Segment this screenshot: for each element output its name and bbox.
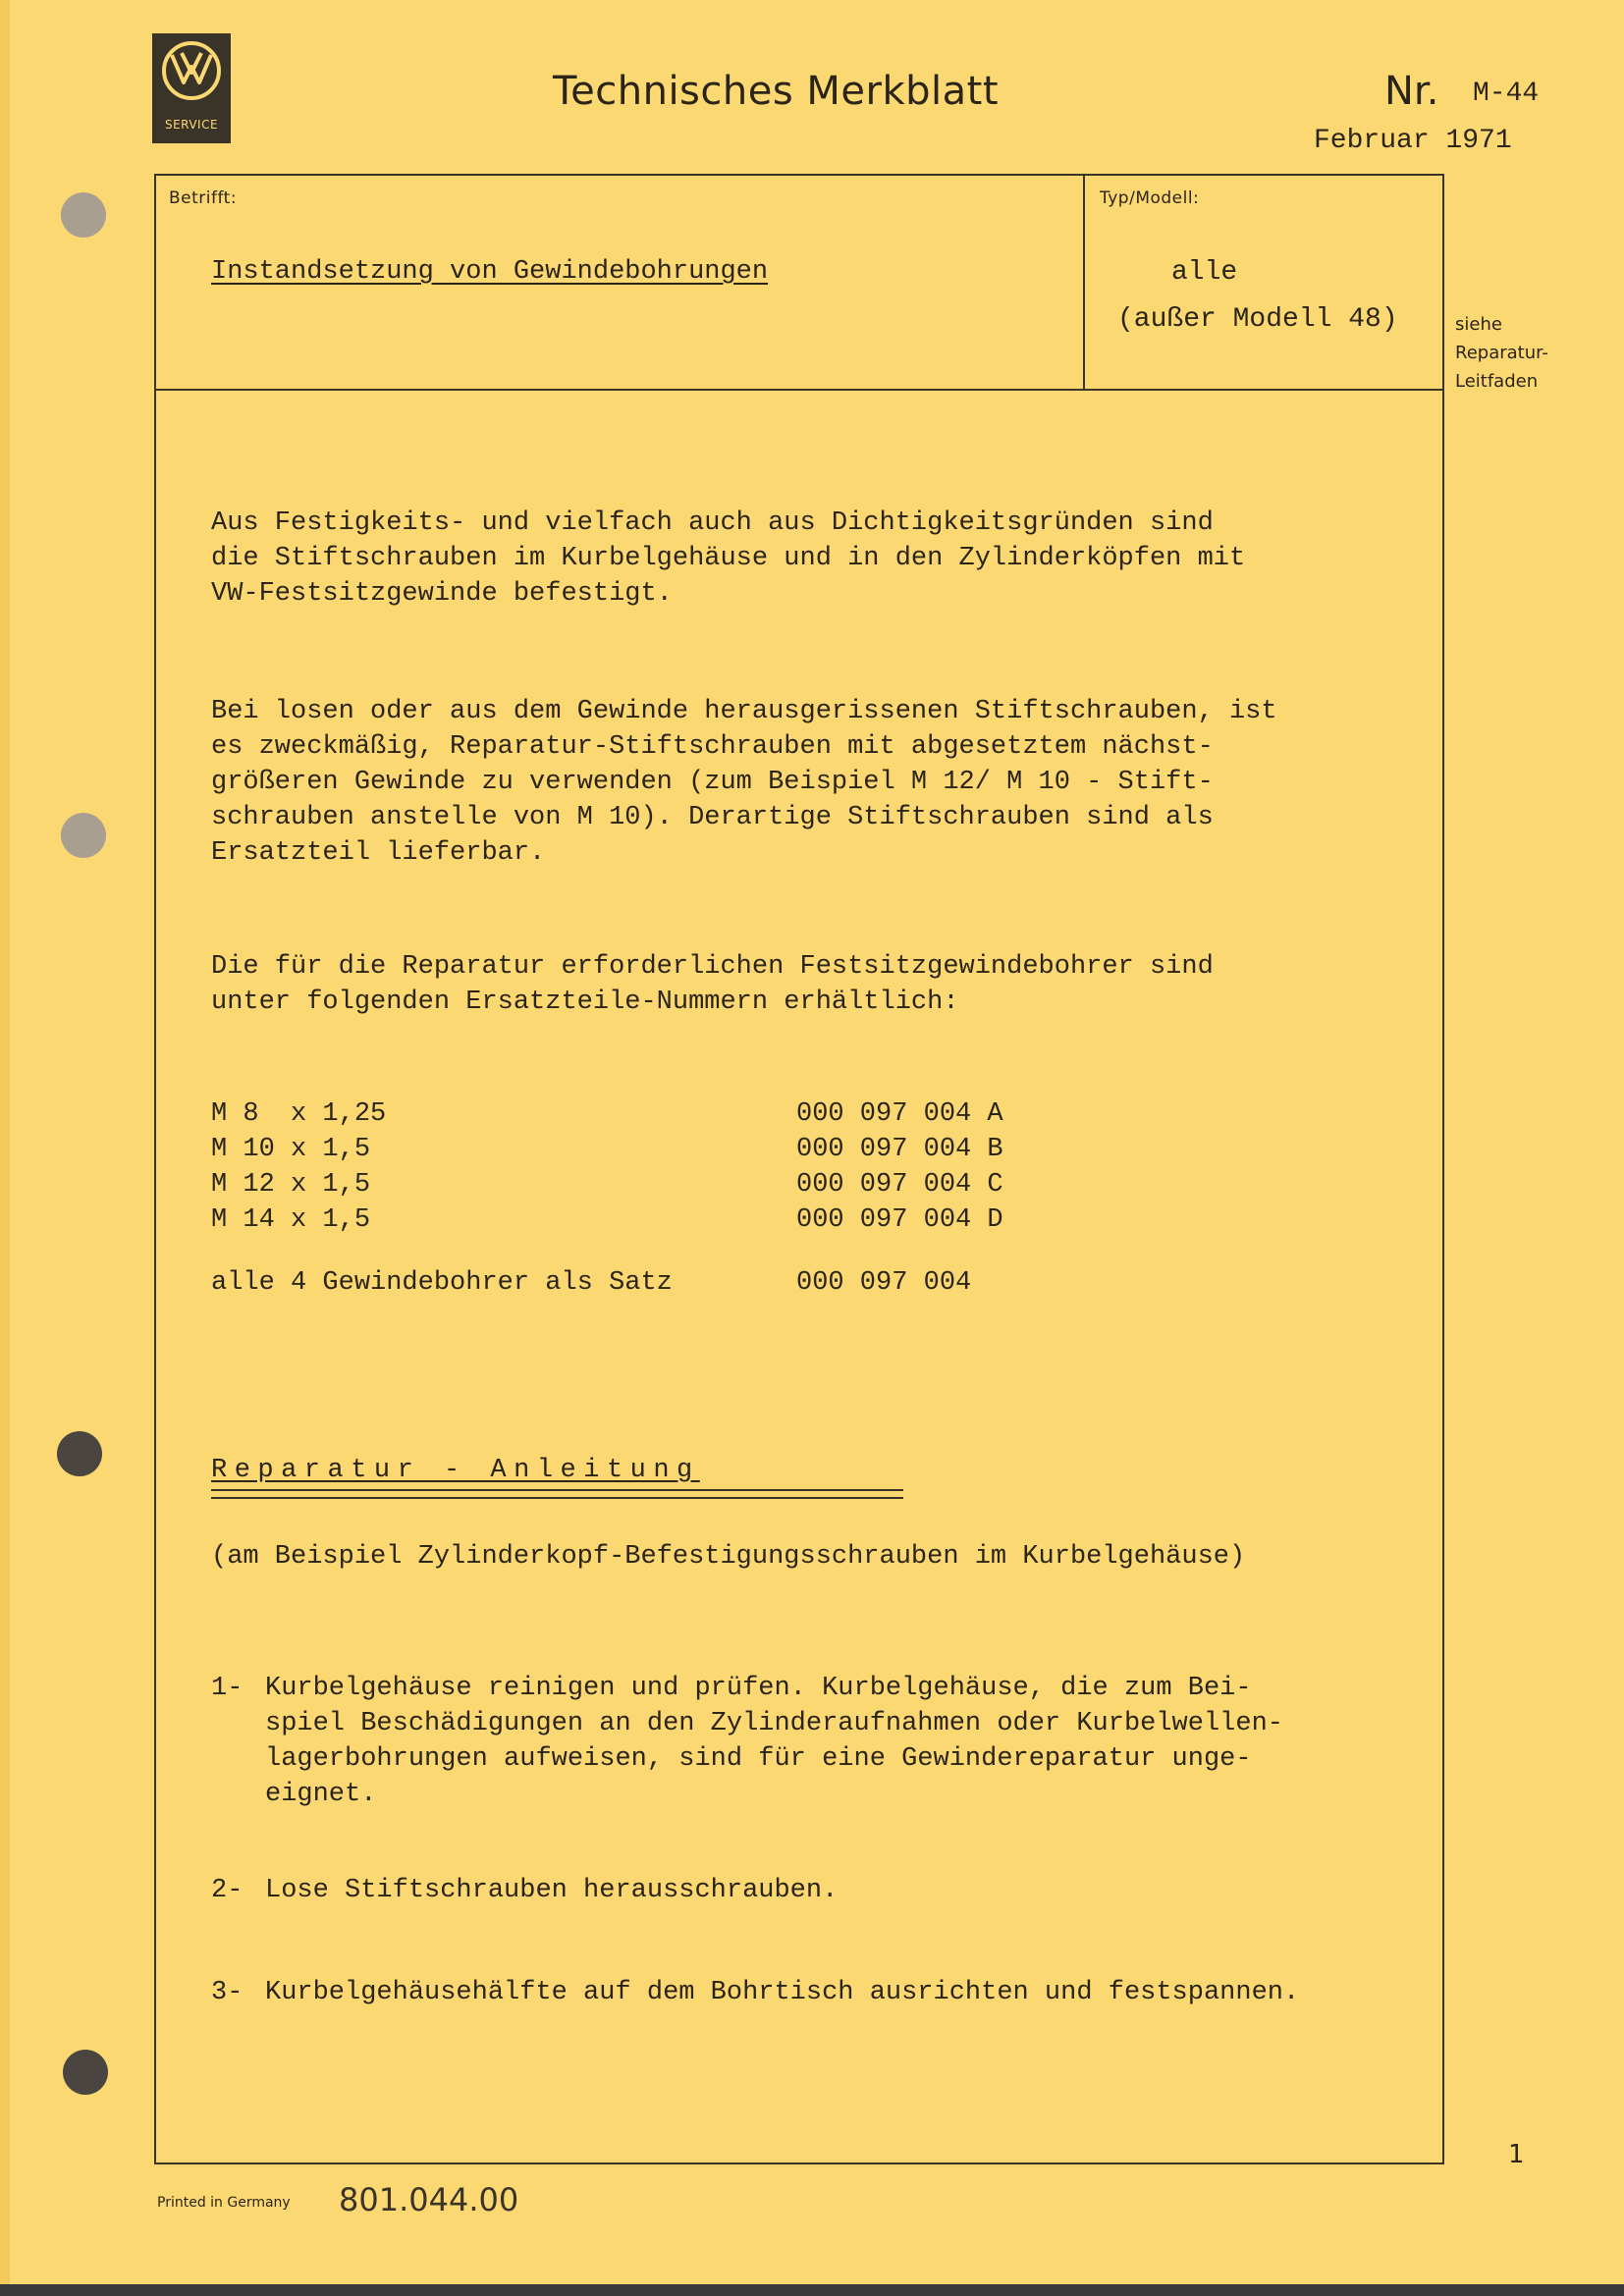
siehe-line: siehe xyxy=(1455,314,1502,335)
punch-hole xyxy=(63,2050,108,2095)
paragraph-intro: Aus Festigkeits- und vielfach auch aus Dichtigkeitsgründen sind die Stiftschrauben im Kurbelgehäuse und in den Zylinderköpfen mit VW-Festsitzgewinde befestigt. xyxy=(211,508,1246,609)
parts-set-number: 000 097 004 xyxy=(796,1268,972,1298)
part-number: 000 097 004 C xyxy=(796,1170,1003,1200)
header-divider xyxy=(154,389,1442,391)
part-number: 000 097 004 D xyxy=(796,1205,1003,1235)
siehe-line: Reparatur- xyxy=(1455,343,1548,363)
step-number: 2- xyxy=(211,1876,244,1905)
paragraph-repair-studs: Bei losen oder aus dem Gewinde herausgerissenen Stiftschrauben, ist es zweckmäßig, Reparatur-Stiftschrauben mit abgesetztem nächst- größeren Gewinde zu verwenden (zum Beispiel M 12/ M 10 - Stift- schrauben anstelle von M 10). Derartige Stiftschrauben sind als Ersatzteil lieferbar. xyxy=(211,697,1277,868)
footer-doc-number: 801.044.00 xyxy=(339,2181,519,2218)
part-number: 000 097 004 A xyxy=(796,1099,1003,1129)
typ-modell-label: Typ/Modell: xyxy=(1100,188,1200,208)
thread-size: M 12 x 1,5 xyxy=(211,1170,371,1200)
step-text: Kurbelgehäusehälfte auf dem Bohrtisch ausrichten und festspannen. xyxy=(265,1978,1300,2007)
step-text: Lose Stiftschrauben herausschrauben. xyxy=(265,1876,839,1905)
section-subtitle: (am Beispiel Zylinderkopf-Befestigungsschrauben im Kurbelgehäuse) xyxy=(211,1542,1246,1572)
subject-text: Instandsetzung von Gewindebohrungen xyxy=(211,257,769,287)
step-number: 1- xyxy=(211,1674,244,1703)
step-number: 3- xyxy=(211,1978,244,2007)
betrifft-label: Betrifft: xyxy=(169,188,238,208)
printed-in-germany: Printed in Germany xyxy=(157,2195,291,2211)
vw-service-logo xyxy=(152,33,231,143)
page-edge xyxy=(0,0,10,2296)
logo-service-text: SERVICE xyxy=(164,118,219,132)
punch-hole xyxy=(57,1431,102,1476)
step-text: Kurbelgehäuse reinigen und prüfen. Kurbelgehäuse, die zum Bei- spiel Beschädigungen an den Zylinderaufnahmen oder Kurbelwellen- lagerbohrungen aufweisen, sind für eine Gewindereparatur unge- eignet. xyxy=(265,1674,1283,1809)
punch-hole xyxy=(61,192,106,238)
header-column-divider xyxy=(1083,174,1085,390)
thread-size: M 8 x 1,25 xyxy=(211,1099,387,1129)
section-heading: Reparatur - Anleitung xyxy=(211,1456,700,1485)
thread-size: M 14 x 1,5 xyxy=(211,1205,371,1235)
siehe-line: Leitfaden xyxy=(1455,371,1539,392)
document-title: Technisches Merkblatt xyxy=(553,69,1000,114)
number-label: Nr. xyxy=(1384,69,1439,114)
document-number: M-44 xyxy=(1473,79,1540,109)
punch-hole xyxy=(61,813,106,858)
parts-set-label: alle 4 Gewindebohrer als Satz xyxy=(211,1268,673,1298)
typ-value: alle xyxy=(1171,257,1238,288)
vw-emblem-icon xyxy=(160,39,223,102)
part-number: 000 097 004 B xyxy=(796,1135,1003,1164)
paragraph-taps: Die für die Reparatur erforderlichen Festsitzgewindebohrer sind unter folgenden Ersatzteile-Nummern erhältlich: xyxy=(211,952,1214,1017)
parts-set-row xyxy=(211,1268,1095,1304)
page-number: 1 xyxy=(1508,2140,1525,2169)
siehe-note xyxy=(1455,310,1548,396)
typ-exception: (außer Modell 48) xyxy=(1117,304,1398,335)
scan-bottom-edge xyxy=(0,2284,1624,2296)
issue-date: Februar 1971 xyxy=(1314,126,1512,156)
thread-size: M 10 x 1,5 xyxy=(211,1135,371,1164)
heading-double-rule xyxy=(211,1489,903,1499)
